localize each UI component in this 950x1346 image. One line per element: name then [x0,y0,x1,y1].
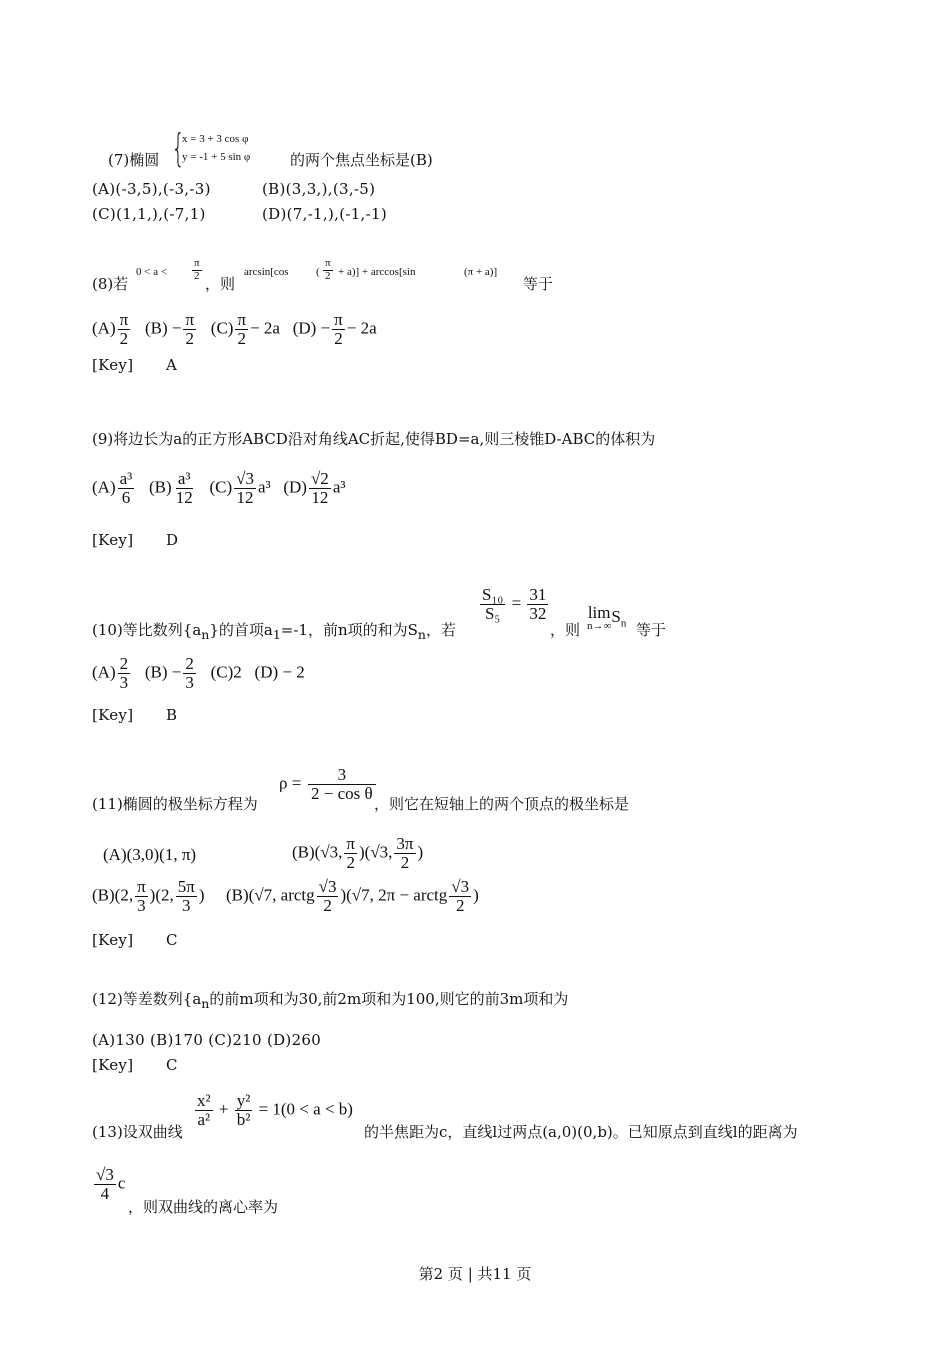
page-footer: 第2 页 | 共11 页 [418,1265,532,1283]
q11-suffix: ，则它在短轴上的两个顶点的极坐标是 [374,795,630,813]
q8-options: (A) $\frac{\pi}{2}$ (B) − $\frac{\pi}{2}$ (C) $\frac{\pi}{2}$ − 2a (D) − $\frac{\pi}{2}$ − 2a [92,310,377,348]
q8-expr-arccos: + a)] + arccos[sin [338,266,416,278]
q8-condition: 0 < a < [136,266,168,278]
q7-prefix: (7)椭圆 [108,151,160,169]
q10-then: ，则 [550,621,581,639]
q9-question: (9)将边长为a的正方形ABCD沿对角线AC折起,使得BD=a,则三棱锥D-ABC的体积为 [92,430,656,448]
q13-prefix: (13)设双曲线 [92,1123,183,1141]
q8-key: A [166,356,178,374]
q9-key-label: [Key] [92,531,134,549]
q7-option-b: (B)(3,3,),(3,-5) [262,180,376,198]
q9-options: (A) $\frac{\text{a³}}{6}$ (B) $\frac{\text{a³}}{12}$ (C) $\frac{√3}{12}$ a³ (D) $\frac{√2}{12}$ a³ [92,469,346,507]
q8-prefix: (8)若 [92,275,129,293]
q8-expr-fraction: $\frac{\pi}{2}$ [325,257,331,282]
q8-suffix: 等于 [523,275,554,293]
q11-option-a: (A)(3,0)(1, π) [103,845,197,864]
q12-key: C [166,1056,178,1074]
q8-expr-tail: (π + a)] [464,266,498,278]
q10-suffix: 等于 [636,621,667,639]
q13-line2: ，则双曲线的离心率为 [128,1198,279,1216]
q10-options: (A) $\frac{2}{3}$ (B) − $\frac{2}{3}$ (C)2 (D) − 2 [92,654,305,692]
q11-key-label: [Key] [92,931,134,949]
q7-suffix: 的两个焦点坐标是(B) [290,151,433,169]
q9-key: D [166,531,179,549]
q13-distance: $\frac{√3}{4}$ c [96,1165,126,1203]
q8-condition-fraction: $\frac{\pi}{2}$ [194,257,200,282]
q10-text: (10)等比数列$\{a_n\}$的首项$a_1=-1$，前n项的和为$S_n$，若 [92,621,456,642]
q7-option-a: (A)(-3,5),(-3,-3) [92,180,211,198]
q10-key-label: [Key] [92,706,134,724]
q11-prefix: (11)椭圆的极坐标方程为 [92,795,258,813]
q13-suffix: 的半焦距为c，直线l过两点(a,0)(0,b)。已知原点到直线l的距离为 [364,1123,798,1141]
q8-expr-arcsin: arcsin[cos [244,266,289,278]
q11-option-c: (B)(2, $\frac{\pi}{3}$ )(2, $\frac{5\pi}{3}$ ) [92,877,205,915]
q11-option-d: (B)(√7, arctg $\frac{√3}{2}$ )(√7, 2π − arctg $\frac{√3}{2}$ ) [226,877,479,915]
q12-question: (12)等差数列{$a_n$的前m项和为30,前2m项和为100,则它的前3m项和为 [92,990,569,1011]
q7-option-d: (D)(7,-1,),(-1,-1) [262,205,387,223]
q10-limit: lim n→∞ $S_n$ [587,603,627,632]
q8-then: ，则 [205,275,236,293]
q7-option-c: (C)(1,1,),(-7,1) [92,205,206,223]
q12-key-label: [Key] [92,1056,134,1074]
q10-ratio: $\frac{\text{S₁₀}}{\text{S₅}}$ = $\frac{31}{32}$ [482,585,547,623]
q10-key: B [166,706,178,724]
q7-system-line1: x = 3 + 3 cos φ [182,133,249,145]
q8-expr-paren: ( [316,266,320,278]
q11-option-b: (B)(√3, $\frac{\pi}{2}$ )(√3, $\frac{3\pi}{2}$ ) [292,834,424,872]
q8-key-label: [Key] [92,356,134,374]
q13-equation: $\frac{\text{x²}}{\text{a²}}$ + $\frac{\text{y²}}{\text{b²}}$ = 1(0 < a < b) [197,1091,353,1129]
q7-system-line2: y = -1 + 5 sin φ [182,151,251,163]
q11-key: C [166,931,178,949]
q11-equation: ρ = $\frac{3}{\text{2 − cos θ}}$ [279,766,378,803]
left-brace-icon: { [171,126,185,170]
q12-options: (A)130 (B)170 (C)210 (D)260 [92,1031,322,1049]
